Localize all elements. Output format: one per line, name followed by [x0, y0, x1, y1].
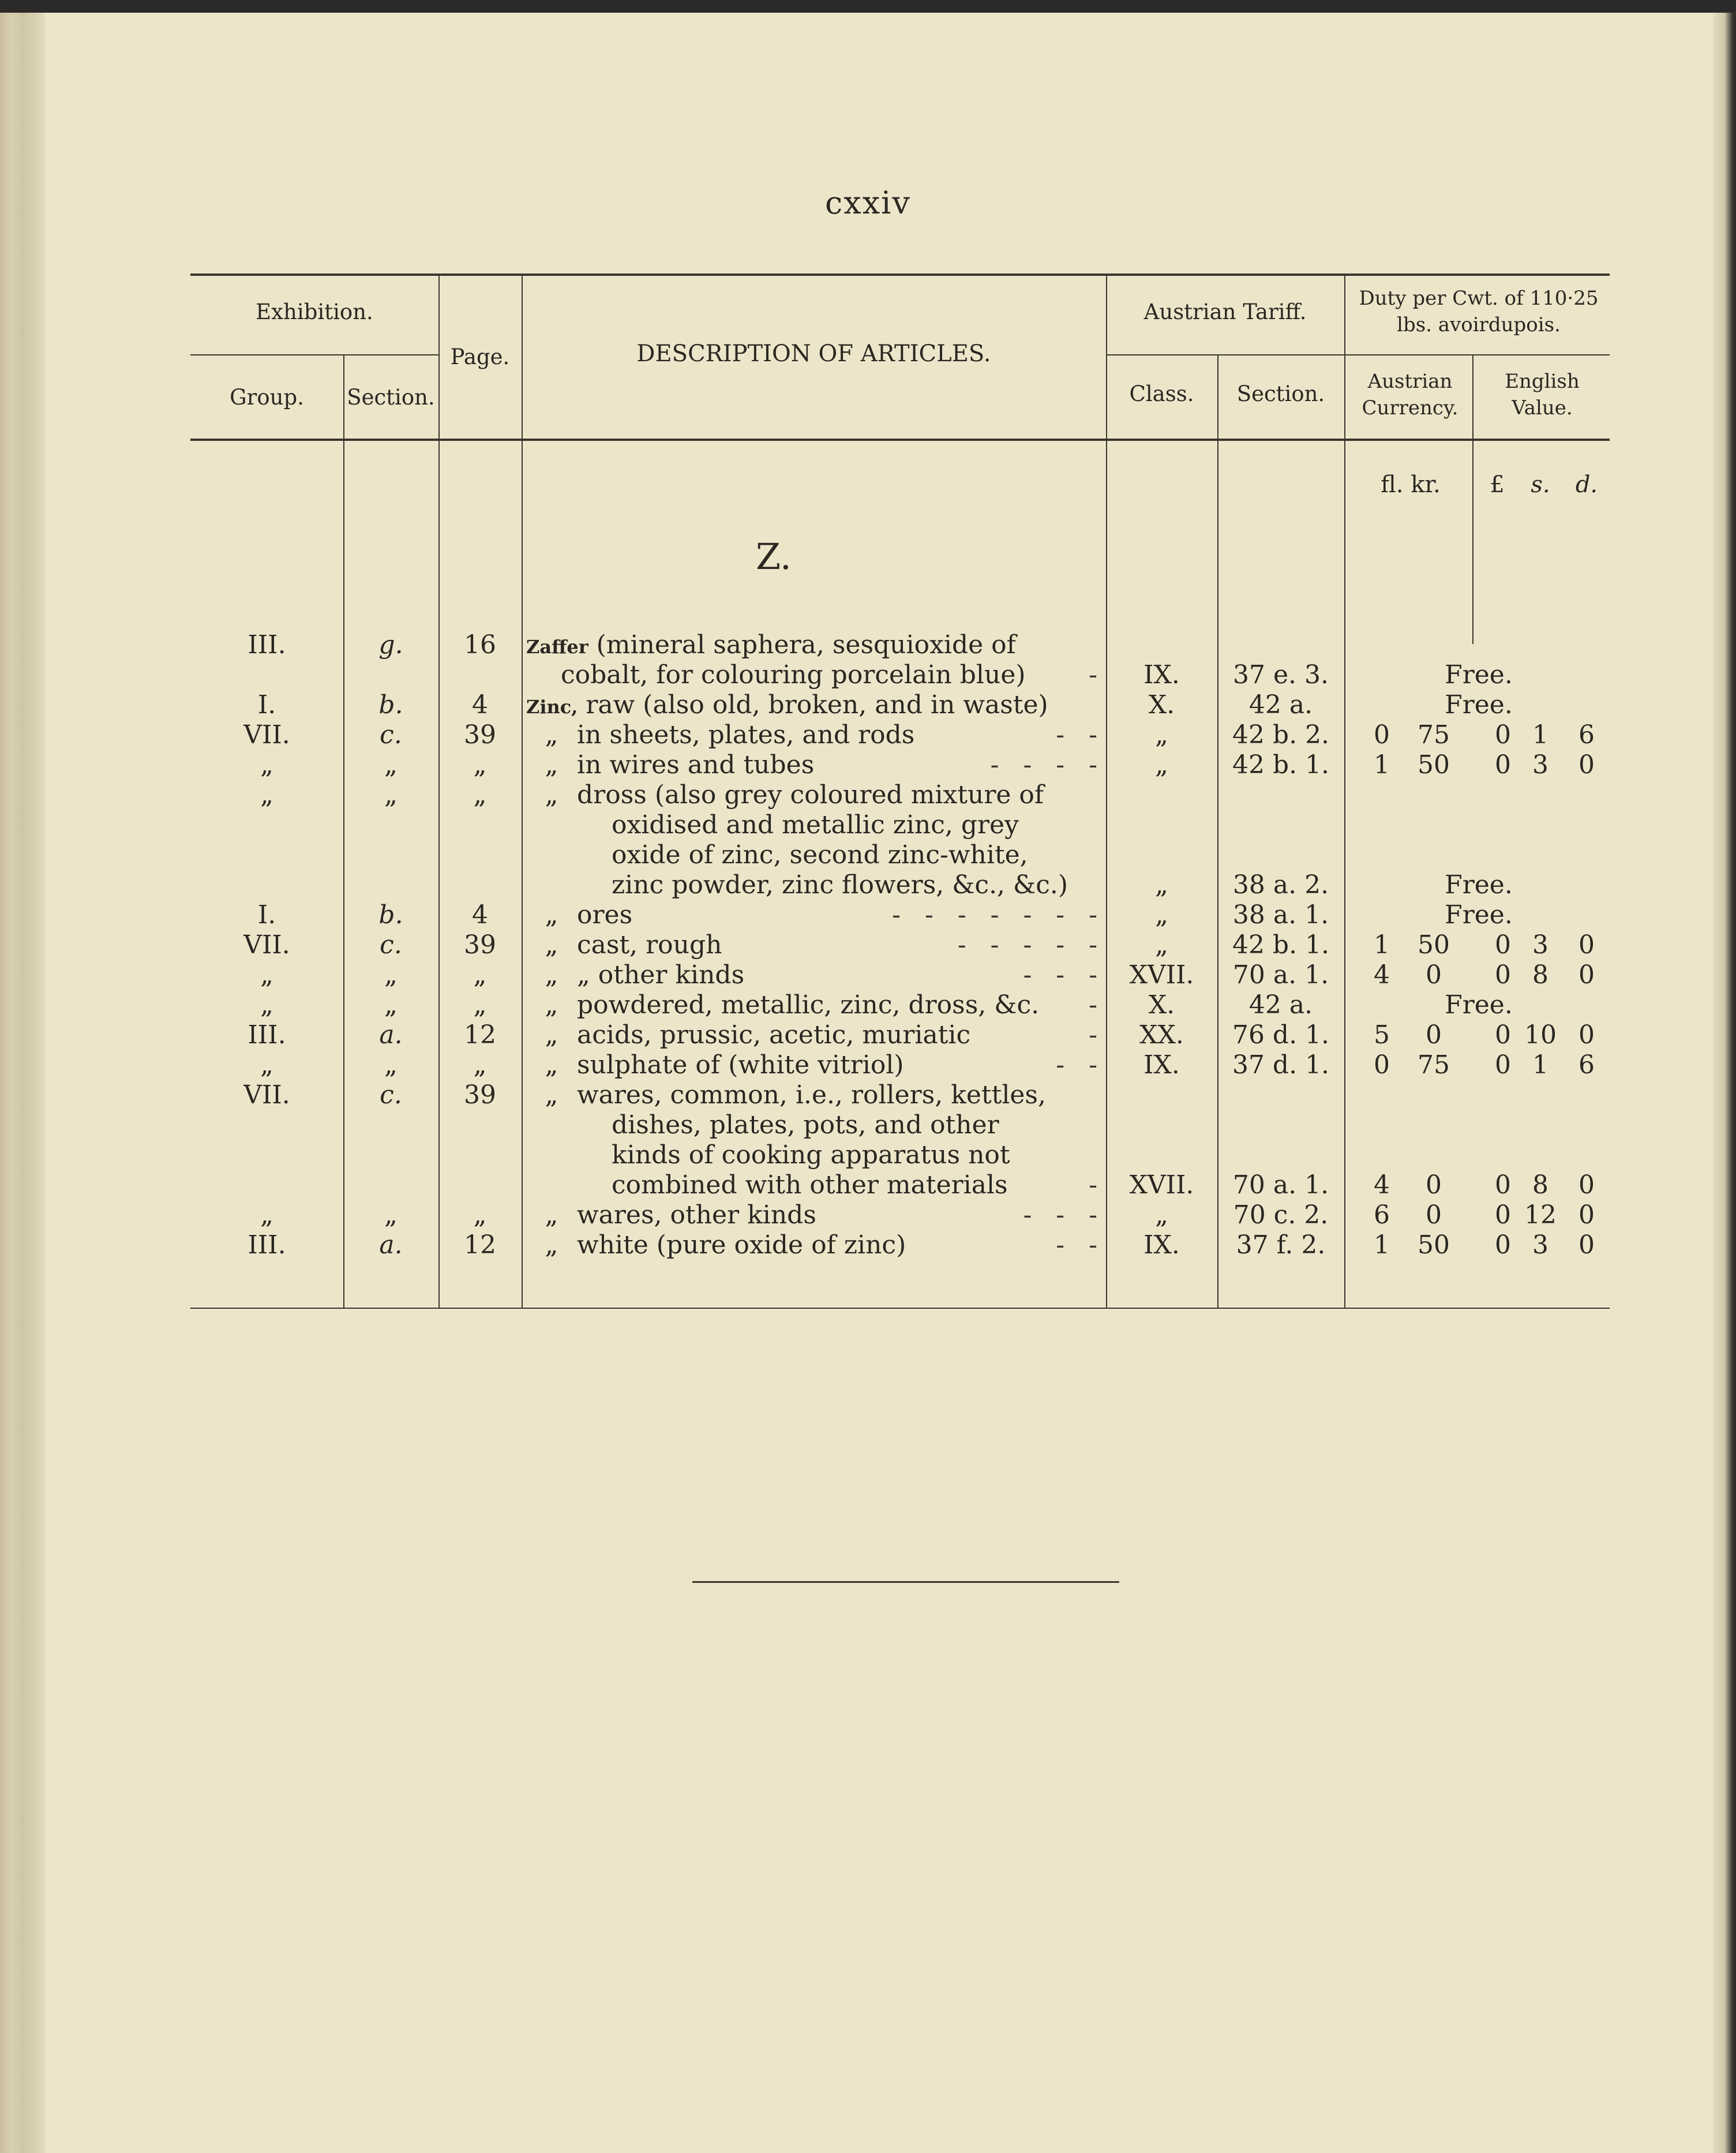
- description-text: in sheets, plates, and rods: [577, 720, 915, 750]
- table-bottom-rule: [190, 1308, 1610, 1309]
- cell-class: X.: [1148, 690, 1175, 720]
- cell-tariff-section: 70 c. 2.: [1233, 1200, 1329, 1230]
- cell-class: „: [1155, 870, 1168, 900]
- cell-kr: 75: [1418, 720, 1450, 750]
- cell-section: b.: [378, 690, 403, 720]
- description-text: ores: [577, 900, 633, 930]
- ditto-mark: „: [545, 930, 558, 960]
- cell-pounds: 0: [1495, 1020, 1511, 1050]
- ditto-mark: „: [545, 1020, 558, 1050]
- description-line: [526, 870, 1097, 900]
- cell-section: c.: [380, 930, 402, 960]
- cell-class: XVII.: [1129, 960, 1194, 990]
- leader-dashes: - -: [1056, 1050, 1097, 1080]
- cell-pence: 0: [1578, 1020, 1595, 1050]
- header-mid-rule-tariff: [1106, 354, 1610, 355]
- cell-shillings: 3: [1532, 750, 1548, 780]
- cell-page: 16: [464, 630, 496, 660]
- header-english-value: English Value.: [1505, 370, 1580, 420]
- scan-top-border: [0, 0, 1736, 13]
- description-text: powdered, metallic, zinc, dross, &c.: [577, 990, 1040, 1020]
- description-line: [526, 930, 1097, 960]
- cell-fl: 6: [1374, 1200, 1390, 1230]
- cell-shillings: 1: [1532, 1050, 1548, 1080]
- leader-dashes: -: [1089, 990, 1097, 1020]
- cell-class: XVII.: [1129, 1170, 1194, 1200]
- header-page: Page.: [450, 345, 510, 369]
- cell-kr: 0: [1426, 1200, 1442, 1230]
- vrule-tariff-duty: [1344, 274, 1345, 1308]
- header-duty: Duty per Cwt. of 110·25 lbs. avoirdupois.: [1359, 287, 1599, 336]
- ditto-mark: „: [545, 1200, 558, 1230]
- ditto-mark: „: [545, 960, 558, 990]
- cell-page: 39: [464, 930, 496, 960]
- description-line: [526, 1140, 1097, 1170]
- leader-dashes: - - - -: [990, 750, 1097, 780]
- description-text: dross (also grey coloured mixture of: [577, 780, 1044, 810]
- cell-page: „: [473, 750, 487, 780]
- cell-tariff-section: 76 d. 1.: [1232, 1020, 1330, 1050]
- description-line: [526, 900, 1097, 930]
- leader-dashes: - - -: [1023, 960, 1097, 990]
- cell-pence: 0: [1578, 1230, 1595, 1260]
- cell-pence: 0: [1578, 1200, 1595, 1230]
- leader-dashes: - - - - - - -: [892, 900, 1097, 930]
- description-text: oxide of zinc, second zinc-white,: [612, 840, 1028, 870]
- cell-group: „: [260, 990, 273, 1020]
- description-text: (mineral saphera, sesquioxide of: [588, 630, 1016, 660]
- article-heading: Zaffer: [526, 636, 588, 658]
- cell-pounds: 0: [1495, 750, 1511, 780]
- cell-group: III.: [248, 1230, 286, 1260]
- cell-tariff-section: 37 f. 2.: [1236, 1230, 1326, 1260]
- cell-fl: 1: [1374, 930, 1390, 960]
- cell-pounds: 0: [1495, 1050, 1511, 1080]
- cell-section: g.: [378, 630, 403, 660]
- cell-group: „: [260, 750, 273, 780]
- header-description: DESCRIPTION OF ARTICLES.: [636, 340, 991, 367]
- ditto-mark: „: [545, 990, 558, 1020]
- description-line: [526, 720, 1097, 750]
- description-line: [526, 780, 1097, 810]
- description-line: [526, 750, 1097, 780]
- cell-kr: 0: [1426, 960, 1442, 990]
- ditto-mark: „: [545, 720, 558, 750]
- cell-free: Free.: [1445, 900, 1513, 930]
- cell-kr: 50: [1418, 930, 1450, 960]
- ditto-mark: „: [545, 750, 558, 780]
- description-line: [526, 630, 1097, 662]
- cell-class: „: [1155, 930, 1168, 960]
- description-line: [526, 1200, 1097, 1230]
- cell-fl: 0: [1374, 1050, 1390, 1080]
- description-line: [526, 660, 1097, 690]
- cell-section: „: [384, 960, 398, 990]
- cell-tariff-section: 42 a.: [1248, 690, 1313, 720]
- cell-page: 39: [464, 1080, 496, 1110]
- cell-tariff-section: 38 a. 2.: [1232, 870, 1329, 900]
- description-line: [526, 1050, 1097, 1080]
- cell-group: VII.: [243, 720, 290, 750]
- description-line: [526, 840, 1097, 870]
- unit-pound: £: [1490, 471, 1505, 498]
- description-text: wares, other kinds: [577, 1200, 816, 1230]
- cell-tariff-section: 37 d. 1.: [1232, 1050, 1330, 1080]
- cell-pence: 0: [1578, 1170, 1595, 1200]
- description-text: dishes, plates, pots, and other: [612, 1110, 999, 1140]
- header-exhibition: Exhibition.: [256, 299, 373, 324]
- scan-left-edge: [0, 13, 45, 2153]
- cell-kr: 0: [1426, 1170, 1442, 1200]
- article-heading: Zinc,: [526, 696, 578, 718]
- cell-page: 12: [464, 1020, 496, 1050]
- cell-tariff-section: 42 b. 1.: [1232, 750, 1330, 780]
- cell-pence: 0: [1578, 930, 1595, 960]
- description-text: acids, prussic, acetic, muriatic: [577, 1020, 971, 1050]
- ditto-mark: „: [545, 1080, 558, 1110]
- cell-pence: 0: [1578, 960, 1595, 990]
- cell-pence: 6: [1578, 1050, 1595, 1080]
- description-text: raw (also old, broken, and in waste): [578, 690, 1048, 720]
- cell-group: III.: [248, 630, 286, 660]
- cell-page: „: [473, 1050, 487, 1080]
- cell-page: 4: [472, 690, 488, 720]
- scan-right-edge: [1713, 13, 1736, 2153]
- leader-dashes: -: [1089, 660, 1097, 690]
- leader-dashes: - -: [1056, 720, 1097, 750]
- cell-tariff-section: 70 a. 1.: [1232, 1170, 1329, 1200]
- cell-section: c.: [380, 720, 402, 750]
- ditto-mark: „: [545, 1050, 558, 1080]
- cell-tariff-section: 42 b. 2.: [1232, 720, 1330, 750]
- cell-group: III.: [248, 1020, 286, 1050]
- cell-group: „: [260, 780, 273, 810]
- description-line: [526, 810, 1097, 840]
- ditto-mark: „: [545, 1230, 558, 1260]
- leader-dashes: - - -: [1023, 1200, 1097, 1230]
- cell-class: „: [1155, 1200, 1168, 1230]
- cell-shillings: 3: [1532, 1230, 1548, 1260]
- cell-section: b.: [378, 900, 403, 930]
- cell-shillings: 1: [1532, 720, 1548, 750]
- cell-group: I.: [257, 690, 276, 720]
- cell-tariff-section: 37 e. 3.: [1233, 660, 1329, 690]
- unit-fl-kr: fl. kr.: [1381, 471, 1441, 498]
- cell-shillings: 3: [1532, 930, 1548, 960]
- description-text: combined with other materials: [612, 1170, 1008, 1200]
- cell-pounds: 0: [1495, 1170, 1511, 1200]
- description-text: in wires and tubes: [577, 750, 815, 780]
- cell-free: Free.: [1445, 660, 1513, 690]
- cell-section: a.: [379, 1230, 403, 1260]
- leader-dashes: - - - - -: [957, 930, 1097, 960]
- header-class: Class.: [1129, 381, 1194, 406]
- cell-class: X.: [1148, 990, 1175, 1020]
- cell-section: „: [384, 1050, 398, 1080]
- header-group: Group.: [230, 385, 304, 410]
- cell-group: VII.: [243, 1080, 290, 1110]
- page-number: cxxiv: [825, 185, 911, 221]
- description-text: oxidised and metallic zinc, grey: [612, 810, 1019, 840]
- cell-class: „: [1155, 900, 1168, 930]
- cell-pence: 6: [1578, 720, 1595, 750]
- vrule-currency-english: [1472, 354, 1473, 644]
- ditto-mark: „: [545, 780, 558, 810]
- cell-class: IX.: [1143, 1230, 1180, 1260]
- cell-class: IX.: [1143, 660, 1180, 690]
- cell-section: „: [384, 780, 398, 810]
- cell-shillings: 8: [1532, 960, 1548, 990]
- description-line: [526, 1080, 1097, 1110]
- description-line: [526, 1110, 1097, 1140]
- cell-shillings: 12: [1524, 1200, 1557, 1230]
- description-text: cobalt, for colouring porcelain blue): [561, 660, 1026, 690]
- cell-pounds: 0: [1495, 930, 1511, 960]
- cell-kr: 75: [1418, 1050, 1450, 1080]
- cell-group: „: [260, 1200, 273, 1230]
- cell-fl: 4: [1374, 1170, 1390, 1200]
- cell-free: Free.: [1445, 690, 1513, 720]
- description-text: cast, rough: [577, 930, 722, 960]
- section-letter: Z.: [756, 536, 792, 578]
- description-line: [526, 1170, 1097, 1200]
- vrule-group-section: [343, 354, 344, 1308]
- vrule-page-description: [522, 274, 523, 1308]
- header-austrian-tariff: Austrian Tariff.: [1143, 299, 1307, 324]
- cell-kr: 50: [1418, 750, 1450, 780]
- cell-tariff-section: 42 a.: [1248, 990, 1313, 1020]
- cell-tariff-section: 38 a. 1.: [1232, 900, 1329, 930]
- cell-pounds: 0: [1495, 960, 1511, 990]
- cell-fl: 1: [1374, 1230, 1390, 1260]
- leader-dashes: -: [1089, 1020, 1097, 1050]
- cell-page: „: [473, 1200, 487, 1230]
- cell-group: „: [260, 1050, 273, 1080]
- cell-kr: 50: [1418, 1230, 1450, 1260]
- description-text: sulphate of (white vitriol): [577, 1050, 904, 1080]
- cell-pounds: 0: [1495, 720, 1511, 750]
- cell-class: IX.: [1143, 1050, 1180, 1080]
- cell-pounds: 0: [1495, 1230, 1511, 1260]
- table-top-rule: [190, 274, 1610, 276]
- description-line: [526, 1020, 1097, 1050]
- cell-tariff-section: 70 a. 1.: [1232, 960, 1329, 990]
- header-bottom-rule: [190, 439, 1610, 441]
- description-text: white (pure oxide of zinc): [577, 1230, 906, 1260]
- cell-group: „: [260, 960, 273, 990]
- header-tariff-section: Section.: [1236, 381, 1325, 406]
- cell-class: „: [1155, 720, 1168, 750]
- cell-fl: 1: [1374, 750, 1390, 780]
- bleed-through-rule: [692, 1581, 1119, 1583]
- cell-pounds: 0: [1495, 1200, 1511, 1230]
- description-text: „ other kinds: [577, 960, 745, 990]
- leader-dashes: - -: [1056, 1230, 1097, 1260]
- cell-group: I.: [257, 900, 276, 930]
- cell-page: 4: [472, 900, 488, 930]
- description-line: [526, 690, 1097, 722]
- cell-free: Free.: [1445, 870, 1513, 900]
- unit-pence: d.: [1575, 471, 1598, 498]
- vrule-description-tariff: [1106, 274, 1107, 1308]
- cell-pence: 0: [1578, 750, 1595, 780]
- description-line: [526, 990, 1097, 1020]
- cell-page: „: [473, 990, 487, 1020]
- unit-shillings: s.: [1531, 471, 1550, 498]
- description-line: [526, 960, 1097, 990]
- cell-free: Free.: [1445, 990, 1513, 1020]
- cell-fl: 5: [1374, 1020, 1390, 1050]
- header-mid-rule-exhibition: [190, 354, 438, 355]
- cell-kr: 0: [1426, 1020, 1442, 1050]
- header-section: Section.: [347, 385, 435, 410]
- cell-page: 39: [464, 720, 496, 750]
- cell-section: „: [384, 1200, 398, 1230]
- cell-tariff-section: 42 b. 1.: [1232, 930, 1330, 960]
- cell-shillings: 10: [1524, 1020, 1557, 1050]
- description-text: wares, common, i.e., rollers, kettles,: [577, 1080, 1046, 1110]
- cell-section: c.: [380, 1080, 402, 1110]
- cell-shillings: 8: [1532, 1170, 1548, 1200]
- cell-fl: 4: [1374, 960, 1390, 990]
- ditto-mark: „: [545, 900, 558, 930]
- cell-page: „: [473, 960, 487, 990]
- leader-dashes: -: [1089, 1170, 1097, 1200]
- cell-class: XX.: [1139, 1020, 1184, 1050]
- description-text: kinds of cooking apparatus not: [612, 1140, 1010, 1170]
- cell-page: 12: [464, 1230, 496, 1260]
- description-text: zinc powder, zinc flowers, &c., &c.): [612, 870, 1068, 900]
- cell-fl: 0: [1374, 720, 1390, 750]
- cell-section: „: [384, 990, 398, 1020]
- cell-class: „: [1155, 750, 1168, 780]
- vrule-class-section: [1217, 354, 1218, 1308]
- cell-page: „: [473, 780, 487, 810]
- header-austrian-currency: Austrian Currency.: [1362, 370, 1458, 420]
- cell-section: „: [384, 750, 398, 780]
- description-line: [526, 1230, 1097, 1260]
- cell-group: VII.: [243, 930, 290, 960]
- cell-section: a.: [379, 1020, 403, 1050]
